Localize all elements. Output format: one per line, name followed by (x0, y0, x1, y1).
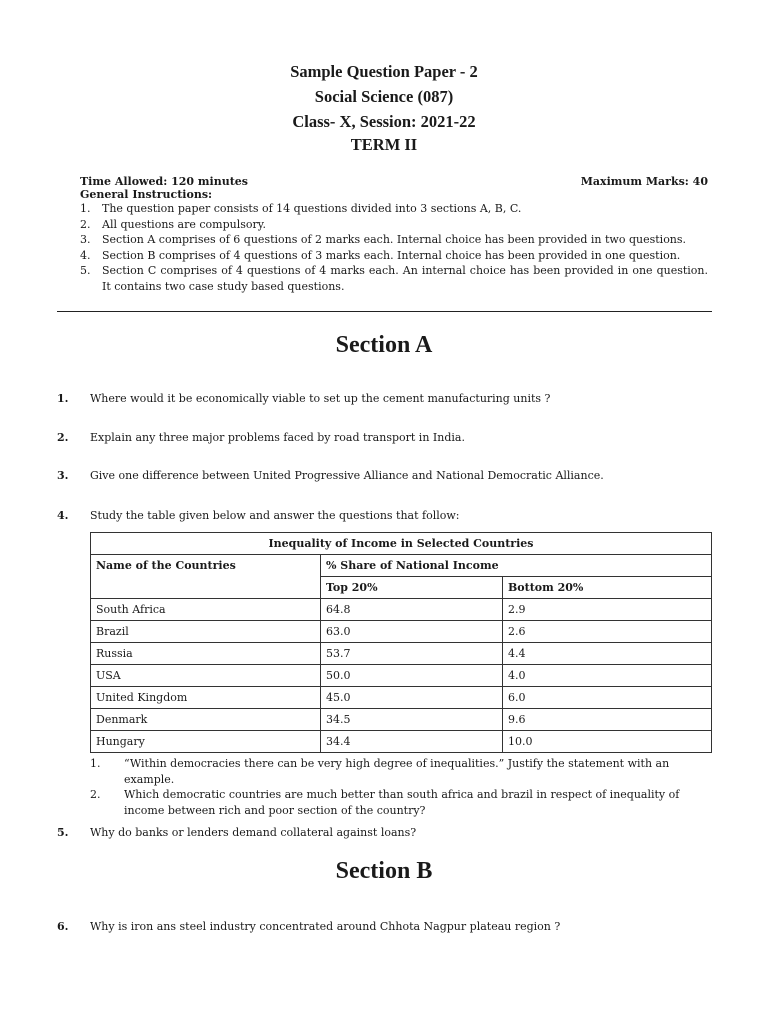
table-caption-row (91, 533, 712, 555)
bottom-share-cell: 2.9 (503, 599, 712, 621)
table-row (91, 709, 712, 731)
table-row (91, 599, 712, 621)
country-cell: Brazil (91, 621, 321, 643)
country-cell: Hungary (91, 731, 321, 753)
question-number: 4. (57, 509, 69, 522)
income-inequality-table (90, 532, 712, 753)
subquestion-text: Which democratic countries are much better than south africa and brazil in respect of inequality of income between rich and poor section of the country? (124, 788, 680, 817)
divider (57, 311, 712, 312)
maximum-marks: Maximum Marks: 40 (580, 175, 708, 188)
subquestion-item (90, 756, 712, 787)
table-row (91, 731, 712, 753)
class-session: Class- X, Session: 2021-22 (292, 112, 476, 131)
instruction-text: Section B comprises of 4 questions of 3 marks each. Internal choice has been provided in one question. (102, 248, 681, 262)
table-caption: Inequality of Income in Selected Countries (91, 533, 712, 555)
column-header-top: Top 20% (321, 577, 503, 599)
question-5 (57, 826, 712, 839)
instruction-text: Section C comprises of 4 questions of 4 marks each. An internal choice has been provided in one question. It contains two case study based questions. (102, 264, 708, 293)
question-number: 2. (57, 431, 69, 444)
question-text: Why is iron ans steel industry concentrated around Chhota Nagpur plateau region ? (90, 920, 561, 933)
question-text: Where would it be economically viable to set up the cement manufacturing units ? (90, 392, 551, 405)
paper-title: Sample Question Paper - 2 (290, 62, 478, 81)
paper-meta (80, 175, 708, 294)
top-share-cell: 50.0 (321, 665, 503, 687)
instruction-item (80, 263, 708, 294)
question-number: 5. (57, 826, 69, 839)
instruction-item (80, 232, 708, 248)
instruction-number: 4. (80, 248, 91, 262)
column-header-bottom: Bottom 20% (503, 577, 712, 599)
top-share-cell: 53.7 (321, 643, 503, 665)
instruction-text: The question paper consists of 14 questions divided into 3 sections A, B, C. (102, 202, 522, 215)
bottom-share-cell: 9.6 (503, 709, 712, 731)
table-subquestions (90, 756, 712, 818)
table-header-row (91, 555, 712, 577)
question-4 (57, 509, 712, 522)
subquestion-number: 2. (90, 788, 101, 801)
instruction-number: 5. (80, 264, 91, 277)
general-instructions-title: General Instructions: (80, 188, 213, 201)
term-label: TERM II (350, 135, 418, 154)
top-share-cell: 45.0 (321, 687, 503, 709)
instruction-number: 3. (80, 233, 91, 246)
instruction-item (80, 217, 708, 233)
country-cell: Denmark (91, 709, 321, 731)
country-cell: USA (91, 665, 321, 687)
instruction-text: All questions are compulsory. (102, 217, 267, 231)
country-cell: South Africa (91, 599, 321, 621)
question-text: Give one difference between United Progressive Alliance and National Democratic Alliance. (90, 469, 604, 482)
column-header-share: % Share of National Income (321, 555, 712, 577)
time-allowed: Time Allowed: 120 minutes (80, 175, 248, 188)
question-text: Explain any three major problems faced by road transport in India. (90, 431, 465, 444)
subquestion-number: 1. (90, 757, 101, 770)
instruction-number: 1. (80, 202, 91, 215)
bottom-share-cell: 6.0 (503, 687, 712, 709)
bottom-share-cell: 2.6 (503, 621, 712, 643)
instruction-item (80, 201, 708, 217)
subquestion-item (90, 787, 712, 818)
question-1 (57, 392, 712, 405)
question-3 (57, 469, 712, 482)
table-row (91, 643, 712, 665)
question-number: 6. (57, 920, 69, 933)
column-header-country: Name of the Countries (91, 555, 321, 599)
section-b-title: Section B (335, 858, 433, 884)
table-row (91, 665, 712, 687)
top-share-cell: 63.0 (321, 621, 503, 643)
subquestion-text: “Within democracies there can be very high degree of inequalities.” Justify the statement with an example. (124, 757, 670, 786)
question-text: Study the table given below and answer the questions that follow: (90, 509, 460, 522)
time-marks-row (80, 175, 708, 188)
instruction-text: Section A comprises of 6 questions of 2 marks each. Internal choice has been provided in two questions. (102, 233, 687, 246)
instructions-list (80, 201, 708, 294)
bottom-share-cell: 10.0 (503, 731, 712, 753)
table-row (91, 687, 712, 709)
table-row (91, 621, 712, 643)
country-cell: United Kingdom (91, 687, 321, 709)
question-2 (57, 431, 712, 444)
instruction-item (80, 248, 708, 264)
subject-title: Social Science (087) (314, 87, 454, 106)
bottom-share-cell: 4.4 (503, 643, 712, 665)
bottom-share-cell: 4.0 (503, 665, 712, 687)
section-a-title: Section A (335, 332, 433, 358)
country-cell: Russia (91, 643, 321, 665)
instruction-number: 2. (80, 217, 91, 231)
question-number: 3. (57, 469, 69, 482)
top-share-cell: 64.8 (321, 599, 503, 621)
top-share-cell: 34.4 (321, 731, 503, 753)
question-number: 1. (57, 392, 69, 405)
question-6 (57, 920, 712, 933)
top-share-cell: 34.5 (321, 709, 503, 731)
question-text: Why do banks or lenders demand collateral against loans? (90, 826, 417, 839)
